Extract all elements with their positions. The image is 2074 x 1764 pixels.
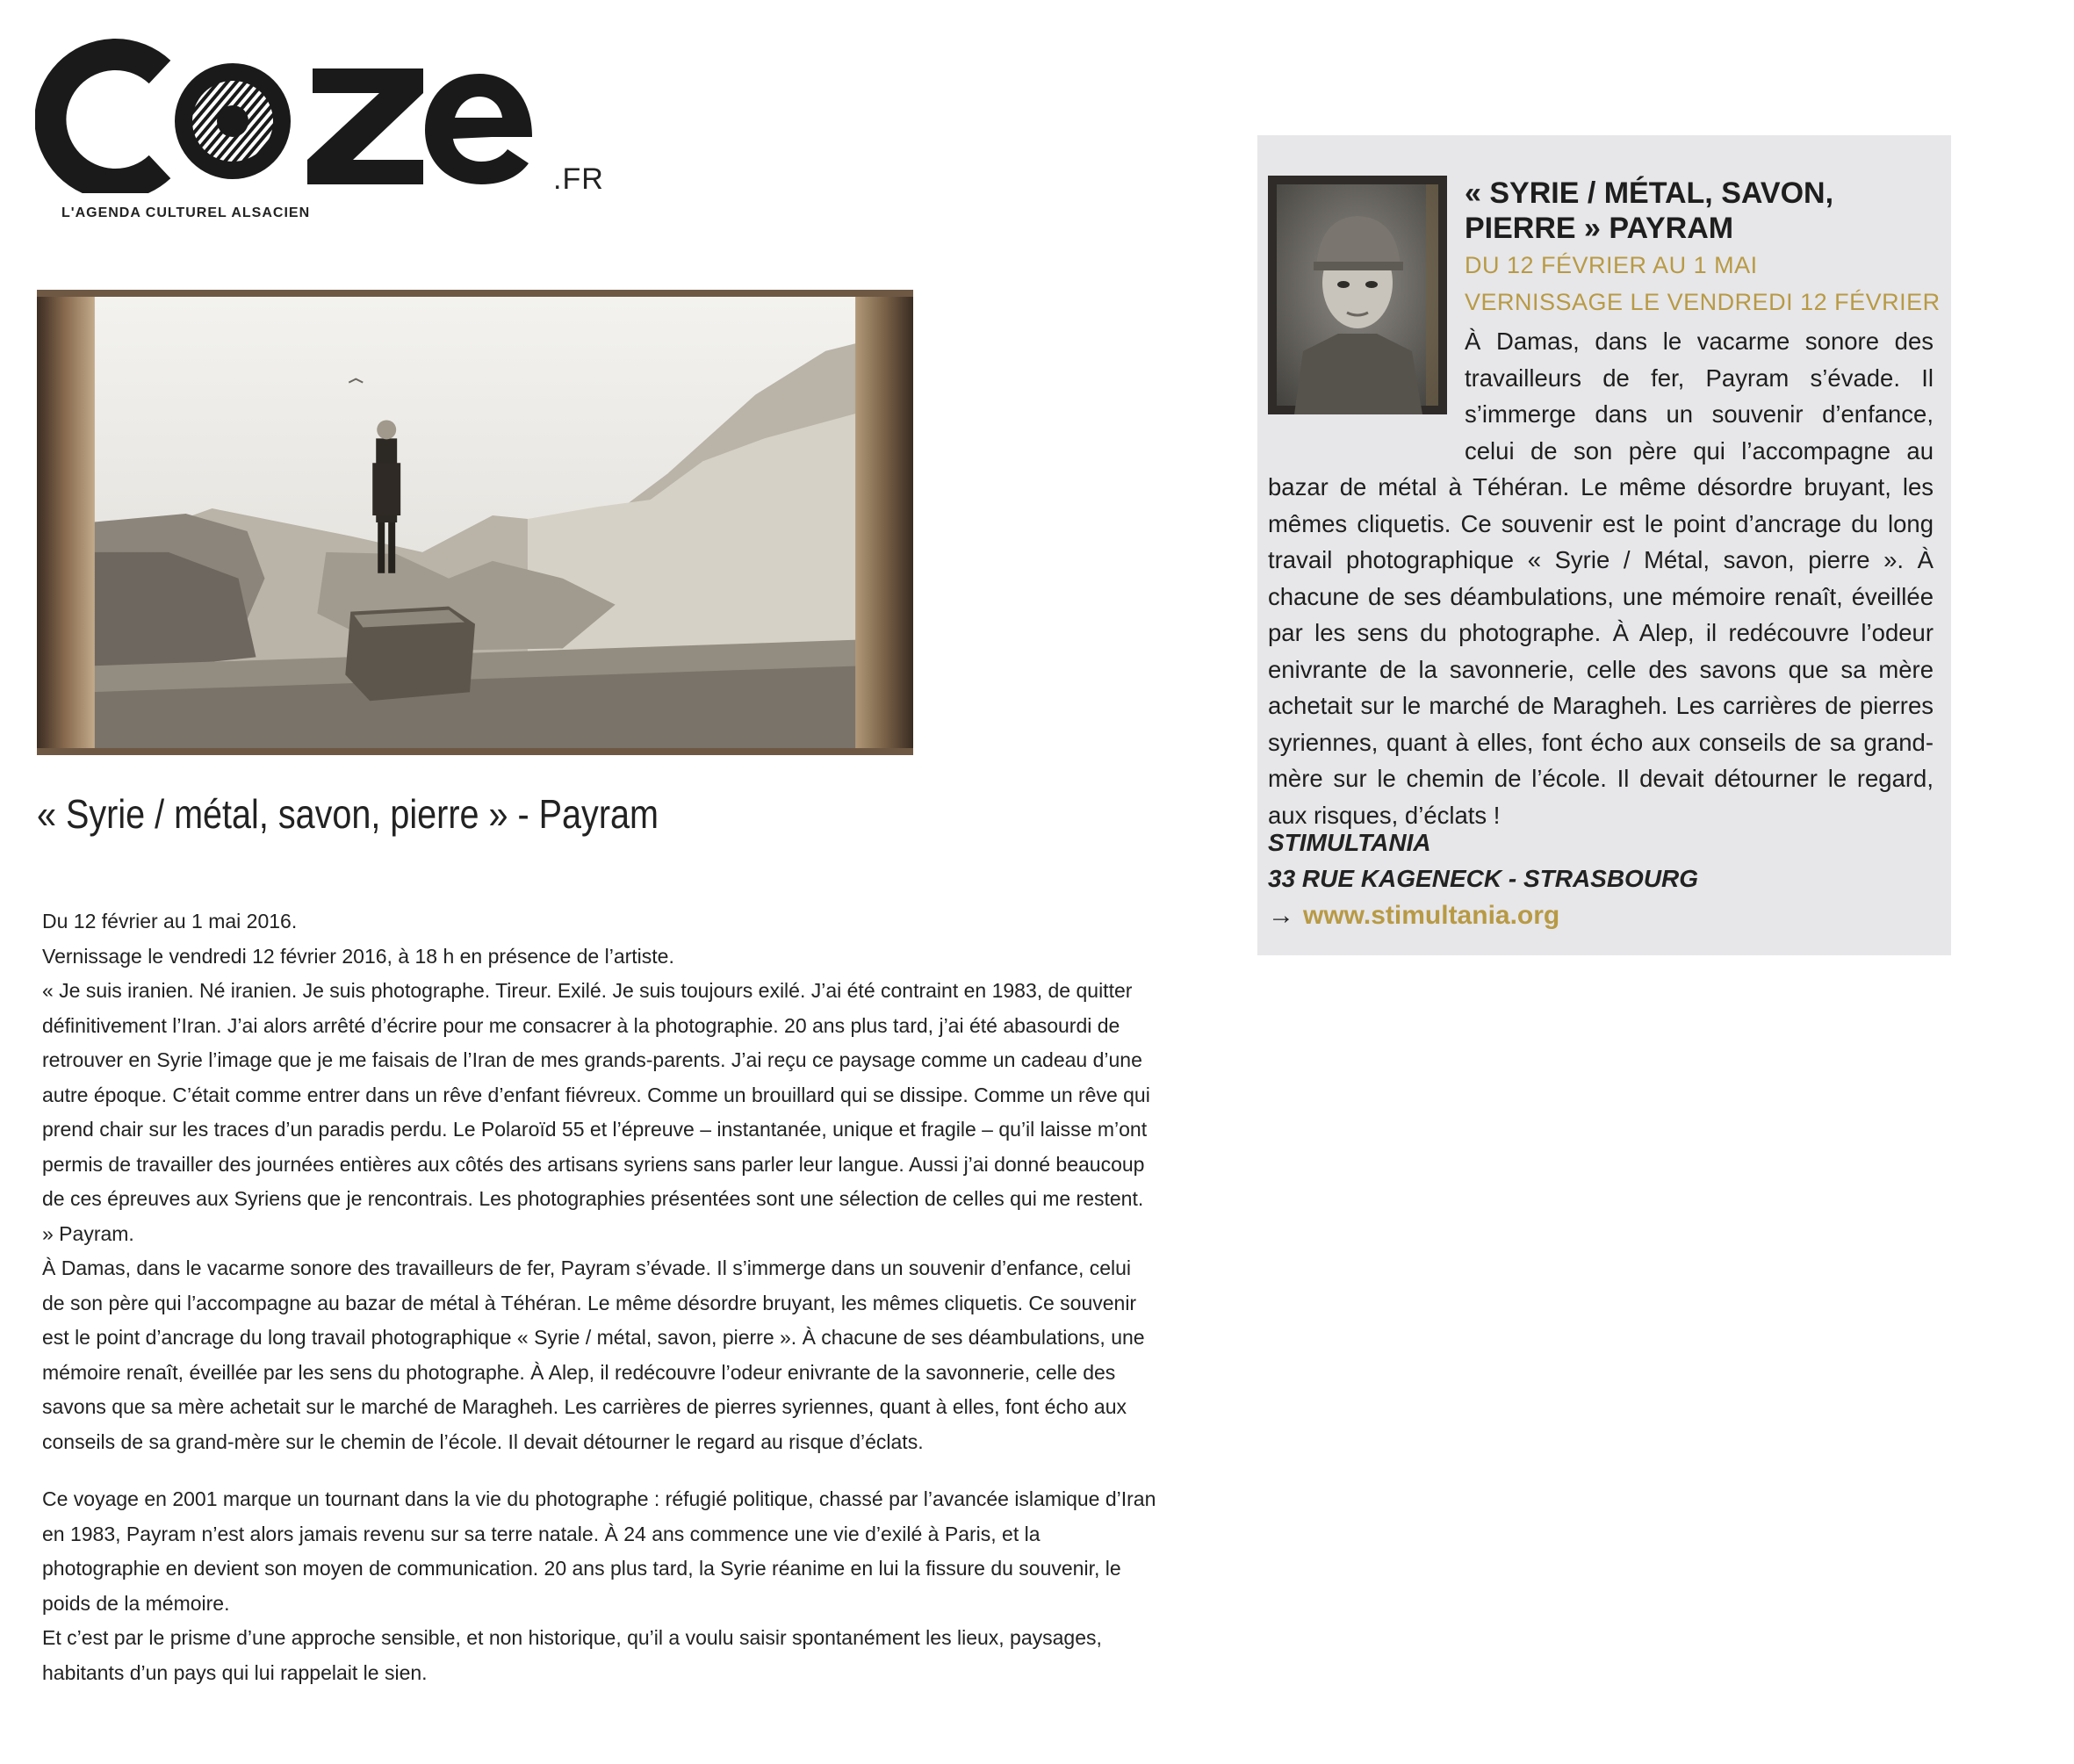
- logo-tagline: L'AGENDA CULTUREL ALSACIEN: [61, 205, 311, 220]
- coze-wordmark: [35, 35, 562, 193]
- article-paragraph: Ce voyage en 2001 marque un tournant dans la vie du photographe : réfugié politique, chassé par l’avancée islamique d’Iran en 1983, Payram n’est alors jamais revenu sur sa terre natale. À 24 ans commence une vie d’exilé à Paris, et la photographie en devient son moyen de communication. 20 ans plus tard, la Syrie réanime en lui la fissure du souvenir, le poids de la mémoire.: [42, 1487, 1156, 1615]
- article-body: [42, 904, 1157, 1690]
- clipping-link-row: [1268, 901, 1559, 931]
- clipping-body-text: À Damas, dans le vacarme sonore des travailleurs de fer, Payram s’évade. Il s’immerge dans un souvenir d’enfance, celui de son père qui l’accompagne au bazar de métal à Téhéran. Le même désordre bruyant, les mêmes cliquetis. Ce souvenir est le point d’ancrage du long travail photographique « Syrie / Métal, savon, pierre ». À chacune de ses déambulations, une mémoire renaît, éveillée par les sens du photographe. À Alep, il redécouvre l’odeur enivrante de la savonnerie, celle des savons que sa mère achetait sur le marché de Maragheh. Les carrières de pierres syriennes, quant à elles, font écho aux conseils de sa grand-mère sur le chemin de l’école. Il devait détourner le regard, aux risques, d’éclats !: [1268, 328, 1934, 829]
- article-artist-quote: « Je suis iranien. Né iranien. Je suis photographe. Tireur. Exilé. Je suis toujours exilé. J’ai été contraint en 1983, de quitter définitivement l’Iran. J’ai alors arrêté d’écrire pour me consacrer à la photographie. 20 ans plus tard, j’ai été abasourdi de retrouver en Syrie l’image que je me faisais de l’Iran de mes grands-parents. J’ai reçu ce paysage comme un cadeau d’une autre époque. C’était comme entrer dans un rêve d’enfant fiévreux. Comme un brouillard qui se dissipe. Comme un rêve qui prend chair sur les traces d’un paradis perdu. Le Polaroïd 55 et l’épreuve – instantanée, unique et fragile – qu’il laisse m’ont permis de travailler des journées entières aux côtés des artisans syriens sans parler leur langue. Aussi j’ai donné beaucoup de ces épreuves aux Syriens que je rencontrais. Les photographies présentées sont une sélection de celles qui me restent. » Payram.: [42, 979, 1150, 1245]
- article-paragraph: Et c’est par le prisme d’une approche sensible, et non historique, qu’il a voulu saisir spontanément les lieux, paysages, habitants d’un pays qui lui rappelait le sien.: [42, 1626, 1102, 1684]
- coze-logo[interactable]: [35, 35, 604, 228]
- clipping-dates: DU 12 FÉVRIER AU 1 MAI: [1465, 252, 1758, 278]
- clipping-title: « SYRIE / MÉTAL, SAVON, PIERRE » PAYRAM: [1465, 176, 1834, 245]
- clipping-website-link[interactable]: www.stimultania.org: [1303, 901, 1560, 930]
- article-paragraph: À Damas, dans le vacarme sonore des travailleurs de fer, Payram s’évade. Il s’immerge dans un souvenir d’enfance, celui de son père qui l’accompagne au bazar de métal à Téhéran. Le même désordre bruyant, les mêmes cliquetis. Ce souvenir est le point d’ancrage du long travail photographique « Syrie / métal, savon, pierre ». À chacune de ses déambulations, une mémoire renaît, éveillée par les sens du photographe. À Alep, il redécouvre l’odeur enivrante de la savonnerie, celle des savons que sa mère achetait sur le marché de Maragheh. Les carrières de pierres syriennes, quant à elles, font écho aux conseils de sa grand-mère sur le chemin de l’école. Il devait détourner le regard au risque d’éclats.: [42, 1256, 1145, 1453]
- clipping-address: 33 RUE KAGENECK - STRASBOURG: [1268, 865, 1699, 892]
- arrow-right-icon: →: [1268, 901, 1294, 930]
- clipping-vernissage: VERNISSAGE LE VENDREDI 12 FÉVRIER: [1465, 289, 1941, 315]
- article-dates: Du 12 février au 1 mai 2016.: [42, 910, 298, 932]
- press-clipping: [1257, 135, 1951, 955]
- article-photo: [37, 290, 913, 755]
- polaroid-landscape-image: [37, 290, 913, 755]
- article-title: « Syrie / métal, savon, pierre » - Payram: [37, 791, 659, 837]
- logo-domain-suffix: .FR: [553, 162, 604, 196]
- article-vernissage: Vernissage le vendredi 12 février 2016, à 18 h en présence de l’artiste.: [42, 944, 674, 968]
- portrait-wrap-spacer: [1268, 323, 1465, 455]
- clipping-venue: STIMULTANIA: [1268, 829, 1431, 856]
- clipping-body: [1268, 323, 1934, 833]
